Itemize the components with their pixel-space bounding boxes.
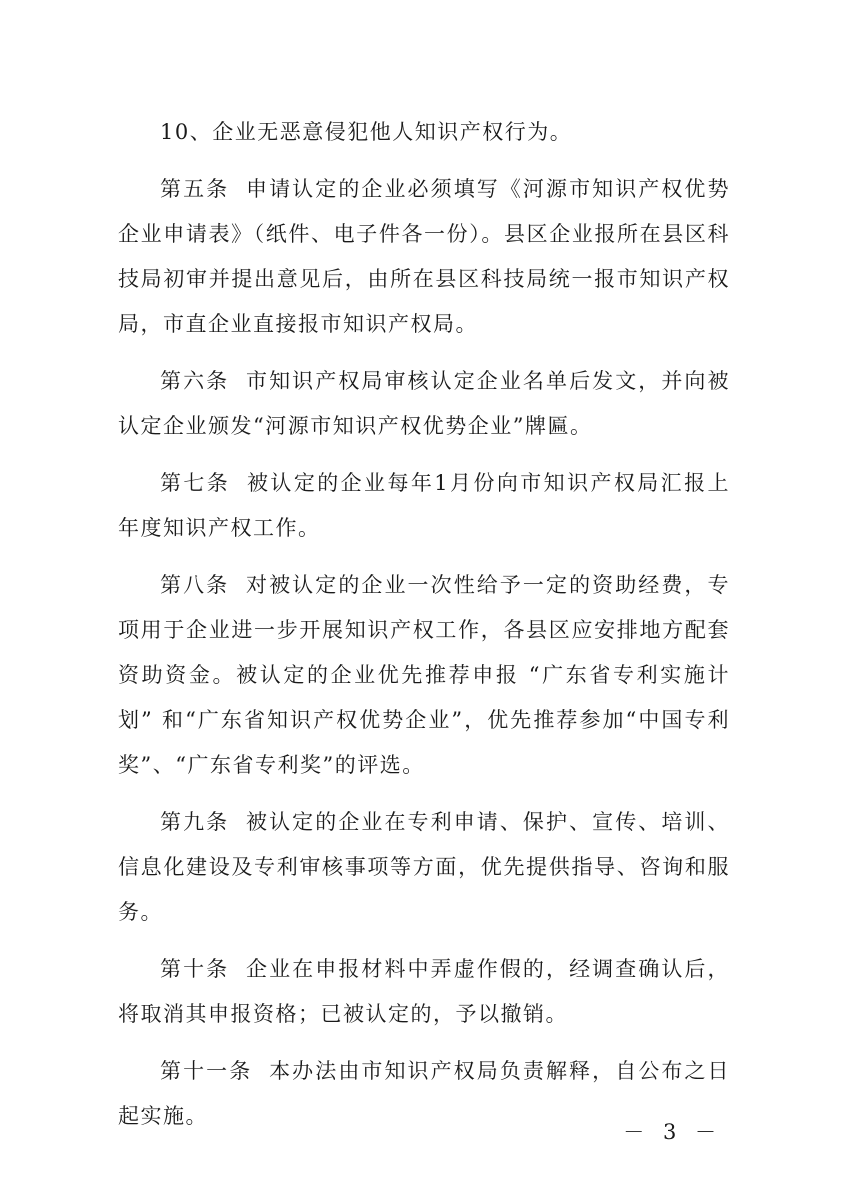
article-text: 本办法由市知识产权局负责解释，自公布之日起实施。 xyxy=(118,1059,730,1128)
article-text: 市知识产权局审核认定企业名单后发文，并向被认定企业颁发“河源市知识产权优势企业”牌匾。 xyxy=(118,369,731,438)
paragraph-text: 10、企业无恶意侵犯他人知识产权行为。 xyxy=(160,120,573,144)
article-text: 被认定的企业在专利申请、保护、宣传、培训、信息化建设及专利审核事项等方面，优先提供指导、咨询和服务。 xyxy=(118,810,731,924)
article-number: 第十条 xyxy=(160,957,230,981)
article-text: 被认定的企业每年1月份向市知识产权局汇报上年度知识产权工作。 xyxy=(118,471,730,540)
article-number: 第六条 xyxy=(160,369,230,393)
article-10 xyxy=(118,947,730,1037)
paragraph-item-10 xyxy=(118,110,730,155)
article-6 xyxy=(118,359,730,449)
article-7 xyxy=(118,461,730,551)
article-9 xyxy=(118,800,730,935)
document-body xyxy=(118,110,730,1151)
article-text: 对被认定的企业一次性给予一定的资助经费，专项用于企业进一步开展知识产权工作，各县区应安排地方配套资助资金。被认定的企业优先推荐申报 “广东省专利实施计划” 和“广东省知识产权优势企业”，优先推荐参加“中国专利奖”、“广东省专利奖”的评选。 xyxy=(118,573,731,777)
article-text: 申请认定的企业必须填写《河源市知识产权优势企业申请表》（纸件、电子件各一份）。县区企业报所在县区科技局初审并提出意见后，由所在县区科技局统一报市知识产权局，市直企业直接报市知识产权局。 xyxy=(118,177,731,336)
article-number: 第五条 xyxy=(160,177,230,201)
article-text: 企业在申报材料中弄虚作假的，经调查确认后，将取消其申报资格；已被认定的，予以撤销。 xyxy=(118,957,731,1026)
article-number: 第七条 xyxy=(160,471,231,495)
article-number: 第九条 xyxy=(160,810,230,834)
page-number: － 3 － xyxy=(623,1120,722,1144)
article-number: 第十一条 xyxy=(160,1059,253,1083)
article-8 xyxy=(118,563,730,788)
article-number: 第八条 xyxy=(160,573,230,597)
article-5 xyxy=(118,167,730,347)
